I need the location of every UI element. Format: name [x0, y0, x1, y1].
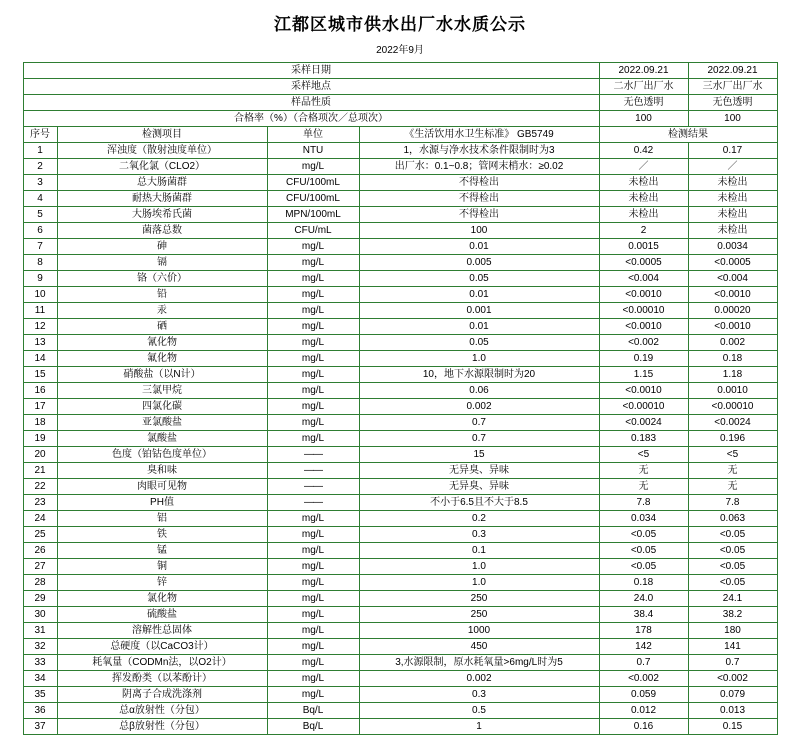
- table-row: [23, 303, 777, 319]
- cell-value-plant2: <0.002: [599, 335, 688, 351]
- page-subtitle: 2022年9月: [376, 45, 424, 56]
- table-row: [23, 287, 777, 303]
- cell-item: 耗氧量（CODMn法，以O2计）: [57, 655, 267, 671]
- cell-standard: 不小于6.5且不大于8.5: [359, 495, 599, 511]
- cell-index: 29: [23, 591, 57, 607]
- cell-value-plant2: <0.0010: [599, 319, 688, 335]
- cell-standard: 1000: [359, 623, 599, 639]
- cell-index: 26: [23, 543, 57, 559]
- cell-value-plant2: 7.8: [599, 495, 688, 511]
- value-plant3: 2022.09.21: [688, 63, 777, 79]
- cell-value-plant2: ／: [599, 159, 688, 175]
- table-row: [23, 335, 777, 351]
- cell-unit: mg/L: [267, 511, 359, 527]
- cell-value-plant3: 无: [688, 463, 777, 479]
- cell-value-plant2: 0.034: [599, 511, 688, 527]
- cell-unit: mg/L: [267, 271, 359, 287]
- column-header-standard: 《生活饮用水卫生标准》 GB5749: [359, 127, 599, 143]
- cell-value-plant3: 0.7: [688, 655, 777, 671]
- cell-index: 32: [23, 639, 57, 655]
- cell-value-plant2: 38.4: [599, 607, 688, 623]
- cell-item: 铅: [57, 287, 267, 303]
- cell-value-plant3: <0.05: [688, 543, 777, 559]
- cell-value-plant3: 38.2: [688, 607, 777, 623]
- cell-index: 7: [23, 239, 57, 255]
- cell-value-plant2: <0.00010: [599, 399, 688, 415]
- cell-standard: 1.0: [359, 559, 599, 575]
- cell-value-plant3: <0.0010: [688, 319, 777, 335]
- table-row: [23, 543, 777, 559]
- cell-unit: mg/L: [267, 335, 359, 351]
- cell-unit: mg/L: [267, 239, 359, 255]
- cell-standard: 10，地下水源限制时为20: [359, 367, 599, 383]
- cell-index: 36: [23, 703, 57, 719]
- cell-value-plant2: 无: [599, 479, 688, 495]
- cell-standard: 1，水源与净水技术条件限制时为3: [359, 143, 599, 159]
- cell-standard: 0.3: [359, 527, 599, 543]
- table-row: [23, 271, 777, 287]
- row-label: 采样地点: [23, 79, 599, 95]
- cell-unit: Bq/L: [267, 719, 359, 735]
- value-plant2: 100: [599, 111, 688, 127]
- cell-value-plant2: <0.004: [599, 271, 688, 287]
- cell-index: 23: [23, 495, 57, 511]
- cell-value-plant3: <0.05: [688, 527, 777, 543]
- cell-index: 34: [23, 671, 57, 687]
- cell-unit: ——: [267, 479, 359, 495]
- header-row-sampling-location: [23, 79, 777, 95]
- cell-value-plant3: <0.002: [688, 671, 777, 687]
- table-row: [23, 527, 777, 543]
- cell-item: 浑浊度（散射浊度单位）: [57, 143, 267, 159]
- cell-value-plant2: 0.183: [599, 431, 688, 447]
- cell-standard: 0.01: [359, 319, 599, 335]
- cell-item: 硒: [57, 319, 267, 335]
- cell-value-plant2: 0.18: [599, 575, 688, 591]
- table-row: [23, 479, 777, 495]
- cell-value-plant2: 2: [599, 223, 688, 239]
- cell-unit: CFU/100mL: [267, 191, 359, 207]
- cell-unit: mg/L: [267, 399, 359, 415]
- cell-standard: 1: [359, 719, 599, 735]
- cell-value-plant2: <0.0005: [599, 255, 688, 271]
- cell-item: 大肠埃希氏菌: [57, 207, 267, 223]
- table-row: [23, 671, 777, 687]
- table-body: [23, 63, 777, 735]
- cell-unit: mg/L: [267, 671, 359, 687]
- cell-unit: ——: [267, 447, 359, 463]
- cell-value-plant2: <5: [599, 447, 688, 463]
- cell-unit: mg/L: [267, 527, 359, 543]
- table-row: [23, 399, 777, 415]
- cell-standard: 0.01: [359, 239, 599, 255]
- cell-value-plant2: <0.05: [599, 559, 688, 575]
- table-row: [23, 367, 777, 383]
- cell-unit: CFU/100mL: [267, 175, 359, 191]
- cell-item: 总α放射性（分包）: [57, 703, 267, 719]
- cell-unit: mg/L: [267, 655, 359, 671]
- cell-standard: 0.1: [359, 543, 599, 559]
- cell-standard: 0.2: [359, 511, 599, 527]
- table-row: [23, 255, 777, 271]
- water-quality-table: [23, 62, 778, 735]
- cell-value-plant3: 0.079: [688, 687, 777, 703]
- cell-standard: 0.005: [359, 255, 599, 271]
- cell-index: 6: [23, 223, 57, 239]
- cell-index: 21: [23, 463, 57, 479]
- cell-value-plant2: <0.05: [599, 543, 688, 559]
- cell-standard: 0.06: [359, 383, 599, 399]
- table-row: [23, 639, 777, 655]
- cell-item: 锌: [57, 575, 267, 591]
- cell-item: 二氧化氯（CLO2）: [57, 159, 267, 175]
- table-row: [23, 559, 777, 575]
- cell-value-plant3: <0.05: [688, 575, 777, 591]
- table-row: [23, 175, 777, 191]
- cell-unit: mg/L: [267, 383, 359, 399]
- cell-index: 24: [23, 511, 57, 527]
- cell-standard: 无异臭、异味: [359, 463, 599, 479]
- cell-value-plant2: <0.0010: [599, 383, 688, 399]
- cell-value-plant3: 1.18: [688, 367, 777, 383]
- cell-value-plant3: 未检出: [688, 191, 777, 207]
- cell-index: 27: [23, 559, 57, 575]
- cell-value-plant3: <0.0005: [688, 255, 777, 271]
- cell-index: 10: [23, 287, 57, 303]
- cell-standard: 0.05: [359, 335, 599, 351]
- row-label: 样品性质: [23, 95, 599, 111]
- cell-index: 14: [23, 351, 57, 367]
- cell-index: 11: [23, 303, 57, 319]
- cell-standard: 3,水源限制，原水耗氧量>6mg/L时为5: [359, 655, 599, 671]
- cell-standard: 1.0: [359, 351, 599, 367]
- table-row: [23, 655, 777, 671]
- header-row-sample-property: [23, 95, 777, 111]
- table-row: [23, 351, 777, 367]
- table-row: [23, 415, 777, 431]
- cell-value-plant3: <0.00010: [688, 399, 777, 415]
- cell-standard: 450: [359, 639, 599, 655]
- cell-index: 5: [23, 207, 57, 223]
- cell-value-plant3: 0.17: [688, 143, 777, 159]
- cell-item: 氰化物: [57, 335, 267, 351]
- cell-standard: 0.7: [359, 431, 599, 447]
- cell-item: 阴离子合成洗涤剂: [57, 687, 267, 703]
- cell-item: 硝酸盐（以N计）: [57, 367, 267, 383]
- cell-value-plant3: 0.002: [688, 335, 777, 351]
- table-row: [23, 207, 777, 223]
- cell-standard: 0.5: [359, 703, 599, 719]
- cell-value-plant3: 24.1: [688, 591, 777, 607]
- table-row: [23, 383, 777, 399]
- value-plant2: 二水厂出厂水: [599, 79, 688, 95]
- cell-item: 总大肠菌群: [57, 175, 267, 191]
- cell-value-plant3: 0.18: [688, 351, 777, 367]
- cell-value-plant2: 未检出: [599, 175, 688, 191]
- cell-standard: 无异臭、异味: [359, 479, 599, 495]
- cell-standard: 不得检出: [359, 207, 599, 223]
- table-row: [23, 159, 777, 175]
- cell-index: 35: [23, 687, 57, 703]
- cell-value-plant2: 0.7: [599, 655, 688, 671]
- cell-item: 锰: [57, 543, 267, 559]
- cell-unit: mg/L: [267, 623, 359, 639]
- cell-item: 氟化物: [57, 351, 267, 367]
- table-row: [23, 495, 777, 511]
- column-header-item: 检测项目: [57, 127, 267, 143]
- cell-value-plant3: <0.0010: [688, 287, 777, 303]
- cell-item: 挥发酚类（以苯酚计）: [57, 671, 267, 687]
- cell-value-plant3: 7.8: [688, 495, 777, 511]
- cell-item: 色度（铂钴色度单位）: [57, 447, 267, 463]
- cell-index: 15: [23, 367, 57, 383]
- cell-unit: ——: [267, 495, 359, 511]
- cell-index: 17: [23, 399, 57, 415]
- cell-value-plant2: <0.05: [599, 527, 688, 543]
- cell-value-plant3: <0.05: [688, 559, 777, 575]
- cell-value-plant2: 0.42: [599, 143, 688, 159]
- cell-item: 镉: [57, 255, 267, 271]
- cell-index: 33: [23, 655, 57, 671]
- cell-item: 三氯甲烷: [57, 383, 267, 399]
- cell-index: 37: [23, 719, 57, 735]
- cell-index: 25: [23, 527, 57, 543]
- table-row: [23, 719, 777, 735]
- cell-value-plant3: 141: [688, 639, 777, 655]
- cell-unit: mg/L: [267, 559, 359, 575]
- cell-value-plant2: 0.012: [599, 703, 688, 719]
- cell-standard: 0.001: [359, 303, 599, 319]
- table-row: [23, 607, 777, 623]
- cell-item: 菌落总数: [57, 223, 267, 239]
- cell-value-plant2: 142: [599, 639, 688, 655]
- cell-index: 20: [23, 447, 57, 463]
- cell-value-plant3: 0.00020: [688, 303, 777, 319]
- cell-standard: 100: [359, 223, 599, 239]
- cell-index: 3: [23, 175, 57, 191]
- cell-unit: mg/L: [267, 575, 359, 591]
- cell-unit: mg/L: [267, 303, 359, 319]
- cell-standard: 250: [359, 607, 599, 623]
- cell-index: 18: [23, 415, 57, 431]
- table-row: [23, 191, 777, 207]
- cell-value-plant2: 24.0: [599, 591, 688, 607]
- cell-unit: CFU/mL: [267, 223, 359, 239]
- value-plant3: 无色透明: [688, 95, 777, 111]
- cell-item: 氯化物: [57, 591, 267, 607]
- cell-unit: mg/L: [267, 687, 359, 703]
- table-row: [23, 511, 777, 527]
- cell-value-plant3: 0.0010: [688, 383, 777, 399]
- table-row: [23, 591, 777, 607]
- cell-value-plant2: 0.16: [599, 719, 688, 735]
- cell-unit: mg/L: [267, 591, 359, 607]
- cell-item: 砷: [57, 239, 267, 255]
- cell-value-plant3: 未检出: [688, 175, 777, 191]
- cell-unit: ——: [267, 463, 359, 479]
- table-row: [23, 143, 777, 159]
- cell-standard: 0.002: [359, 671, 599, 687]
- cell-unit: mg/L: [267, 367, 359, 383]
- cell-item: 臭和味: [57, 463, 267, 479]
- cell-value-plant3: 未检出: [688, 207, 777, 223]
- table-row: [23, 623, 777, 639]
- cell-item: 铁: [57, 527, 267, 543]
- cell-unit: mg/L: [267, 607, 359, 623]
- cell-item: 耐热大肠菌群: [57, 191, 267, 207]
- cell-value-plant3: 未检出: [688, 223, 777, 239]
- cell-value-plant2: <0.0024: [599, 415, 688, 431]
- cell-standard: 0.05: [359, 271, 599, 287]
- cell-item: 总β放射性（分包）: [57, 719, 267, 735]
- table-row: [23, 575, 777, 591]
- cell-standard: 0.01: [359, 287, 599, 303]
- cell-value-plant3: 0.013: [688, 703, 777, 719]
- row-label: 合格率（%）（合格项次／总项次）: [23, 111, 599, 127]
- cell-unit: mg/L: [267, 287, 359, 303]
- table-row: [23, 447, 777, 463]
- value-plant3: 三水厂出厂水: [688, 79, 777, 95]
- cell-value-plant3: ／: [688, 159, 777, 175]
- header-row-sampling-date: [23, 63, 777, 79]
- cell-item: 溶解性总固体: [57, 623, 267, 639]
- cell-item: 铜: [57, 559, 267, 575]
- cell-item: PH值: [57, 495, 267, 511]
- cell-item: 亚氯酸盐: [57, 415, 267, 431]
- page-title: 江都区城市供水出厂水水质公示: [274, 15, 526, 34]
- cell-value-plant2: 0.059: [599, 687, 688, 703]
- cell-unit: mg/L: [267, 255, 359, 271]
- value-plant2: 无色透明: [599, 95, 688, 111]
- cell-value-plant2: 0.0015: [599, 239, 688, 255]
- cell-value-plant2: 0.19: [599, 351, 688, 367]
- cell-item: 铬（六价）: [57, 271, 267, 287]
- cell-item: 四氯化碳: [57, 399, 267, 415]
- value-plant3: 100: [688, 111, 777, 127]
- table-row: [23, 239, 777, 255]
- cell-index: 8: [23, 255, 57, 271]
- header-row-pass-rate: [23, 111, 777, 127]
- cell-value-plant2: <0.00010: [599, 303, 688, 319]
- cell-standard: 不得检出: [359, 191, 599, 207]
- cell-value-plant3: 0.0034: [688, 239, 777, 255]
- cell-value-plant3: <0.004: [688, 271, 777, 287]
- cell-standard: 250: [359, 591, 599, 607]
- value-plant2: 2022.09.21: [599, 63, 688, 79]
- column-header-unit: 单位: [267, 127, 359, 143]
- cell-value-plant2: 178: [599, 623, 688, 639]
- cell-standard: 0.7: [359, 415, 599, 431]
- cell-standard: 0.3: [359, 687, 599, 703]
- cell-standard: 1.0: [359, 575, 599, 591]
- cell-index: 30: [23, 607, 57, 623]
- cell-standard: 不得检出: [359, 175, 599, 191]
- cell-standard: 出厂水：0.1~0.8；管网末梢水：≥0.02: [359, 159, 599, 175]
- cell-item: 硫酸盐: [57, 607, 267, 623]
- cell-index: 28: [23, 575, 57, 591]
- cell-unit: NTU: [267, 143, 359, 159]
- column-header-result: 检测结果: [599, 127, 777, 143]
- cell-index: 31: [23, 623, 57, 639]
- cell-value-plant3: 0.196: [688, 431, 777, 447]
- cell-index: 4: [23, 191, 57, 207]
- table-row: [23, 431, 777, 447]
- table-row: [23, 703, 777, 719]
- cell-value-plant3: <0.0024: [688, 415, 777, 431]
- cell-value-plant3: 0.063: [688, 511, 777, 527]
- column-header-index: 序号: [23, 127, 57, 143]
- table-row: [23, 463, 777, 479]
- cell-index: 9: [23, 271, 57, 287]
- cell-standard: 15: [359, 447, 599, 463]
- cell-unit: mg/L: [267, 431, 359, 447]
- cell-value-plant3: 0.15: [688, 719, 777, 735]
- cell-value-plant3: 无: [688, 479, 777, 495]
- cell-item: 总硬度（以CaCO3计）: [57, 639, 267, 655]
- cell-unit: mg/L: [267, 639, 359, 655]
- cell-item: 肉眼可见物: [57, 479, 267, 495]
- cell-index: 13: [23, 335, 57, 351]
- cell-value-plant2: 无: [599, 463, 688, 479]
- cell-unit: MPN/100mL: [267, 207, 359, 223]
- cell-index: 16: [23, 383, 57, 399]
- cell-value-plant3: <5: [688, 447, 777, 463]
- cell-index: 19: [23, 431, 57, 447]
- cell-item: 铝: [57, 511, 267, 527]
- cell-value-plant3: 180: [688, 623, 777, 639]
- table-row: [23, 223, 777, 239]
- cell-unit: mg/L: [267, 159, 359, 175]
- cell-value-plant2: <0.002: [599, 671, 688, 687]
- row-label: 采样日期: [23, 63, 599, 79]
- cell-index: 1: [23, 143, 57, 159]
- cell-standard: 0.002: [359, 399, 599, 415]
- cell-unit: mg/L: [267, 351, 359, 367]
- cell-index: 12: [23, 319, 57, 335]
- cell-unit: Bq/L: [267, 703, 359, 719]
- cell-item: 氯酸盐: [57, 431, 267, 447]
- cell-value-plant2: 1.15: [599, 367, 688, 383]
- cell-unit: mg/L: [267, 543, 359, 559]
- cell-item: 汞: [57, 303, 267, 319]
- cell-value-plant2: <0.0010: [599, 287, 688, 303]
- cell-unit: mg/L: [267, 415, 359, 431]
- column-header-row: [23, 127, 777, 143]
- cell-unit: mg/L: [267, 319, 359, 335]
- cell-value-plant2: 未检出: [599, 207, 688, 223]
- cell-index: 2: [23, 159, 57, 175]
- table-row: [23, 319, 777, 335]
- table-row: [23, 687, 777, 703]
- cell-index: 22: [23, 479, 57, 495]
- cell-value-plant2: 未检出: [599, 191, 688, 207]
